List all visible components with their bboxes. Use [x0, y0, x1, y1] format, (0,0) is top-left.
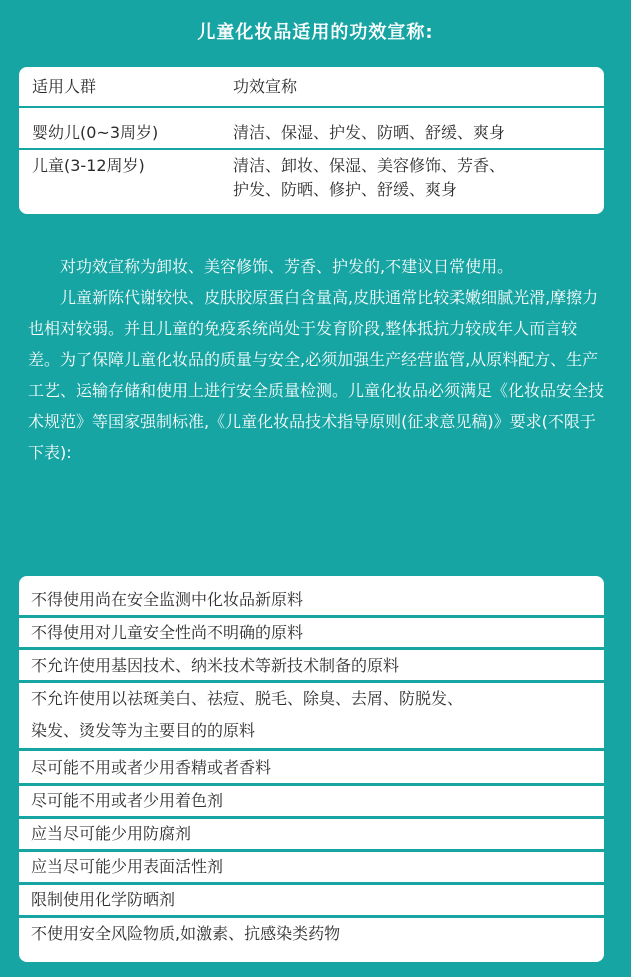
- requirement-item: 不使用安全风险物质,如激素、抗感染类药物: [31, 924, 341, 943]
- requirement-item: 不得使用对儿童安全性尚不明确的原料: [31, 623, 304, 642]
- paragraph: 对功效宣称为卸妆、美容修饰、芳香、护发的,不建议日常使用。: [60, 257, 514, 276]
- table-header-row: [19, 67, 604, 107]
- requirement-item: 不允许使用基因技术、纳米技术等新技术制备的原料: [31, 656, 400, 675]
- requirement-item: 尽可能不用或者少用香精或者香料: [31, 758, 272, 777]
- requirement-item-line2: 染发、烫发等为主要目的的原料: [31, 721, 256, 740]
- claims-table: [19, 67, 604, 214]
- row-group: 婴幼儿(0~3周岁): [32, 123, 159, 142]
- table-row: [19, 108, 604, 148]
- row-group: 儿童(3-12周岁): [32, 156, 145, 175]
- header-claims: 功效宣称: [233, 77, 298, 96]
- requirement-divider: [19, 849, 604, 852]
- paragraph: 儿童新陈代谢较快、皮肤胶原蛋白含量高,皮肤通常比较柔嫩细腻光滑,摩擦力也相对较弱。并且儿童的免疫系统尚处于发育阶段,整体抵抗力较成年人而言较差。为了保障儿童化妆品的质量与安全,必须加强生产经营监管,从原料配方、生产工艺、运输存储和使用上进行安全质量检测。儿童化妆品必须满足《化妆品安全技术规范》等国家强制标准,《儿童化妆品技术指导原则(征求意见稿)》要求(不限于下表):: [28, 288, 605, 462]
- requirements-table: [19, 576, 604, 962]
- requirement-item: 尽可能不用或者少用着色剂: [31, 791, 224, 810]
- requirement-divider: [19, 915, 604, 918]
- requirement-item: 限制使用化学防晒剂: [31, 890, 176, 909]
- table-row: [19, 150, 604, 214]
- requirement-item: 应当尽可能少用表面活性剂: [31, 857, 224, 876]
- requirement-item-line1: 不允许使用以祛斑美白、祛痘、脱毛、除臭、去屑、防脱发、: [31, 689, 464, 708]
- row-claims: 清洁、保湿、护发、防晒、舒缓、爽身: [233, 123, 506, 142]
- requirement-divider: [19, 816, 604, 819]
- row-claims-line1: 清洁、卸妆、保湿、美容修饰、芳香、: [233, 156, 506, 175]
- row-claims-line2: 护发、防晒、修护、舒缓、爽身: [233, 180, 458, 199]
- requirement-divider: [19, 615, 604, 618]
- requirement-divider: [19, 748, 604, 751]
- requirement-divider: [19, 647, 604, 650]
- header-group: 适用人群: [32, 77, 97, 96]
- requirement-divider: [19, 680, 604, 683]
- requirement-divider: [19, 783, 604, 786]
- requirement-item: 不得使用尚在安全监测中化妆品新原料: [31, 590, 304, 609]
- requirement-divider: [19, 882, 604, 885]
- requirement-item: 应当尽可能少用防腐剂: [31, 824, 192, 843]
- body-text: [28, 251, 608, 468]
- page-title: 儿童化妆品适用的功效宣称:: [197, 22, 434, 43]
